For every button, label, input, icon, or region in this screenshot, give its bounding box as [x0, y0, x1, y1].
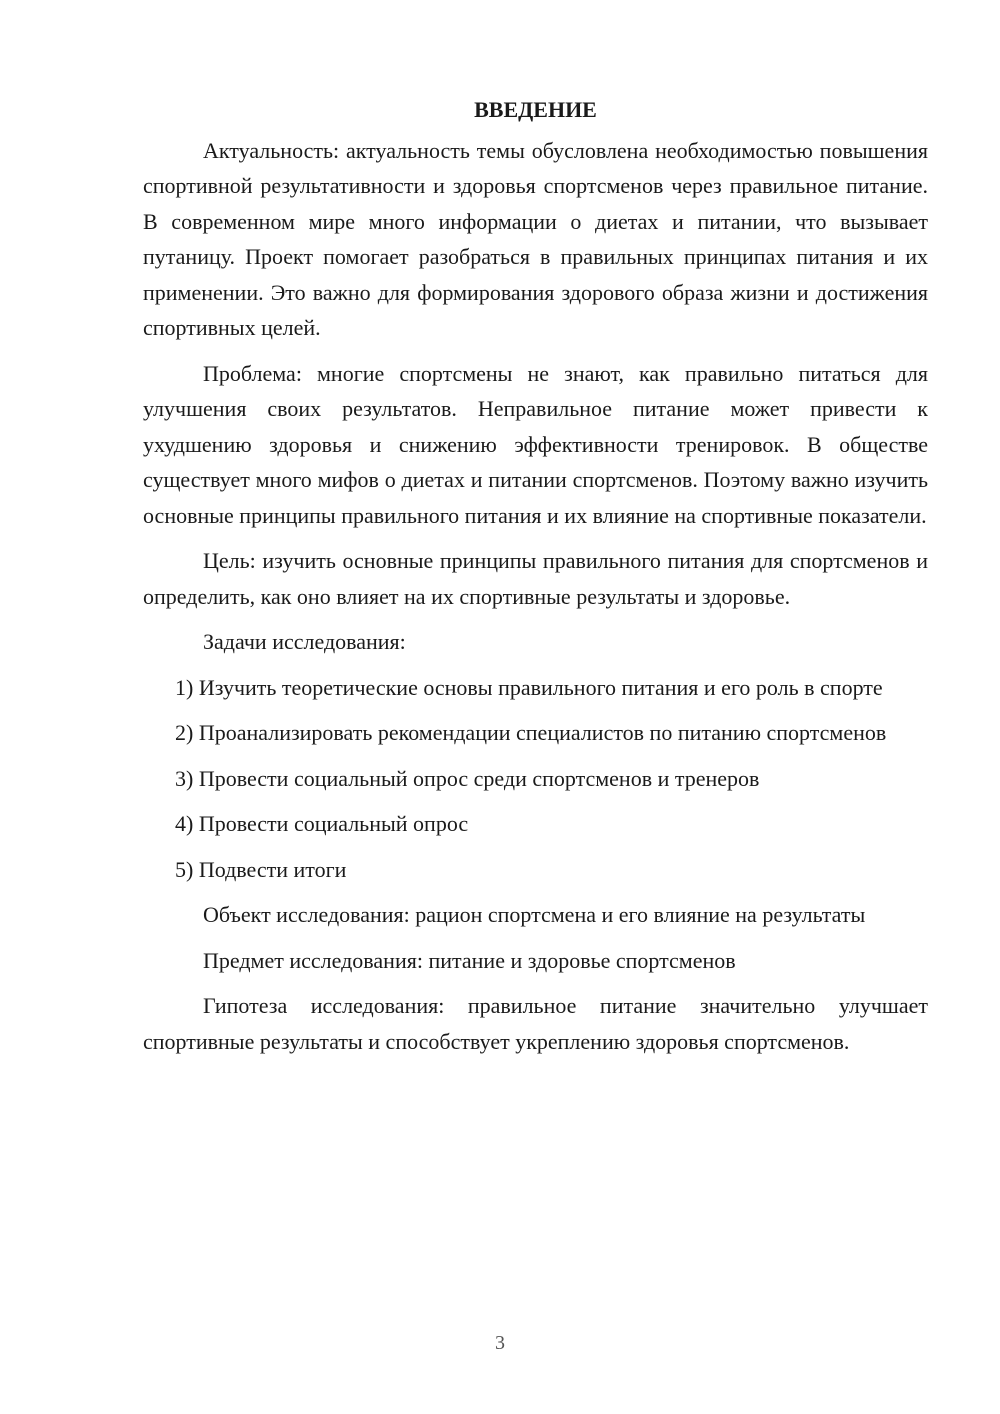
- paragraph-object: Объект исследования: рацион спортсмена и его влияние на результаты: [203, 902, 866, 927]
- task-item-5: 5) Подвести итоги: [175, 856, 347, 882]
- task-item-3: 3) Провести социальный опрос среди спортсменов и тренеров: [175, 765, 760, 791]
- paragraph-problem: Проблема: многие спортсмены не знают, как правильно питаться для улучшения своих результатов. Неправильное питание может привести к ухудшению здоровья и снижению эффективности тренировок. В обществе существует много мифов о диетах и питании спортсменов. Поэтому важно изучить основные принципы правильного питания и их влияние на спортивные показатели.: [143, 360, 928, 528]
- page-number: 3: [495, 1332, 505, 1354]
- task-item-2: 2) Проанализировать рекомендации специалистов по питанию спортсменов: [175, 720, 887, 745]
- document-page: [143, 92, 928, 1069]
- section-title: ВВЕДЕНИЕ: [474, 97, 597, 122]
- paragraph-hypothesis: Гипотеза исследования: правильное питание значительно улучшает спортивные результаты и способствует укреплению здоровья спортсменов.: [143, 993, 928, 1054]
- paragraph-relevance: Актуальность: актуальность темы обусловлена необходимостью повышения спортивной результативности и здоровья спортсменов через правильное питание. В современном мире много информации о диетах и питании, что вызывает путаницу. Проект помогает разобраться в правильных принципах питания и их применении. Это важно для формирования здорового образа жизни и достижения спортивных целей.: [143, 137, 928, 340]
- tasks-heading: Задачи исследования:: [203, 629, 406, 654]
- paragraph-subject: Предмет исследования: питание и здоровье спортсменов: [203, 947, 736, 973]
- task-item-4: 4) Провести социальный опрос: [175, 811, 469, 836]
- paragraph-goal: Цель: изучить основные принципы правильного питания для спортсменов и определить, как оно влияет на их спортивные результаты и здоровье.: [143, 548, 928, 609]
- task-item-1: 1) Изучить теоретические основы правильного питания и его роль в спорте: [175, 674, 883, 700]
